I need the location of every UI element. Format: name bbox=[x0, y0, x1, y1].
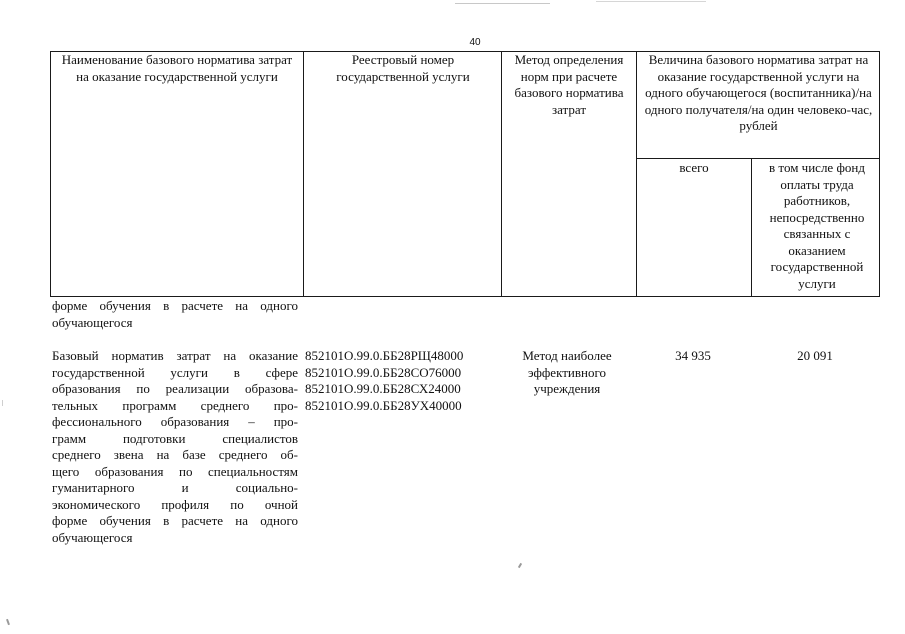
service-name-line: Базовый норматив затрат на оказание bbox=[52, 348, 298, 363]
service-name-line: государственной услуги в сфере bbox=[52, 364, 298, 380]
method-cell bbox=[502, 348, 632, 398]
header-table bbox=[50, 51, 880, 297]
header-wage-fund-column: в том числе фонд оплаты труда работников, непосредственно связанных с оказанием государственной услуги bbox=[769, 160, 865, 291]
page-number: 40 bbox=[469, 37, 481, 48]
registry-number: 852101О.99.0.ББ28СХ24000 bbox=[305, 381, 461, 396]
service-name-line: обучающегося bbox=[52, 529, 133, 545]
service-name-line: грамм подготовки специалистов bbox=[52, 430, 298, 446]
service-name-line: тельных программ среднего про- bbox=[52, 397, 298, 413]
continued-line: обучающегося bbox=[52, 314, 133, 330]
scan-artifact bbox=[2, 400, 3, 406]
total-value-cell: 34 935 bbox=[675, 348, 711, 363]
registry-number: 852101О.99.0.ББ28УХ40000 bbox=[305, 397, 462, 413]
scan-artifact bbox=[518, 563, 522, 568]
column-divider bbox=[303, 52, 304, 296]
registry-number: 852101О.99.0.ББ28СО76000 bbox=[305, 364, 462, 380]
continued-line: форме обучения в расчете на одного bbox=[52, 298, 298, 313]
service-name-line: экономического профиля по очной bbox=[52, 496, 298, 512]
scan-artifact bbox=[596, 1, 706, 2]
service-name-line: среднего звена на базе среднего об- bbox=[52, 447, 298, 462]
service-name-line: гуманитарного и социально- bbox=[52, 480, 298, 495]
service-name-line: форме обучения в расчете на одного bbox=[52, 513, 298, 528]
header-method-column: Метод определения норм при расчете базового норматива затрат bbox=[514, 52, 624, 117]
column-divider bbox=[751, 159, 752, 296]
scan-artifact bbox=[6, 619, 10, 625]
scan-artifact bbox=[455, 3, 550, 4]
registry-numbers-cell bbox=[305, 348, 495, 414]
column-divider bbox=[636, 52, 637, 296]
method-line: учреждения bbox=[533, 381, 601, 396]
header-registry-number-column: Реестровый номер государственной услуги bbox=[336, 52, 470, 84]
header-name-column: Наименование базового норматива затрат на оказание государственной услуги bbox=[61, 52, 293, 84]
method-line: эффективного bbox=[528, 364, 606, 380]
row-divider bbox=[636, 158, 879, 159]
method-line: Метод наиболее bbox=[522, 348, 612, 363]
service-name-line: щего образования по специальностям bbox=[52, 463, 298, 479]
wage-fund-value-cell: 20 091 bbox=[797, 348, 833, 363]
service-name-cell bbox=[52, 348, 298, 546]
service-name-line: образования по реализации образова- bbox=[52, 381, 298, 396]
continued-service-name bbox=[52, 298, 298, 331]
service-name-line: фессионального образования – про- bbox=[52, 414, 298, 429]
registry-number: 852101О.99.0.ББ28РЩ48000 bbox=[305, 348, 464, 363]
header-norm-value-column: Величина базового норматива затрат на оказание государственной услуги на одного обучающегося (воспитанника)/на одного получателя/на один человеко-час, рублей bbox=[644, 52, 873, 133]
header-total-column: всего bbox=[679, 160, 709, 175]
